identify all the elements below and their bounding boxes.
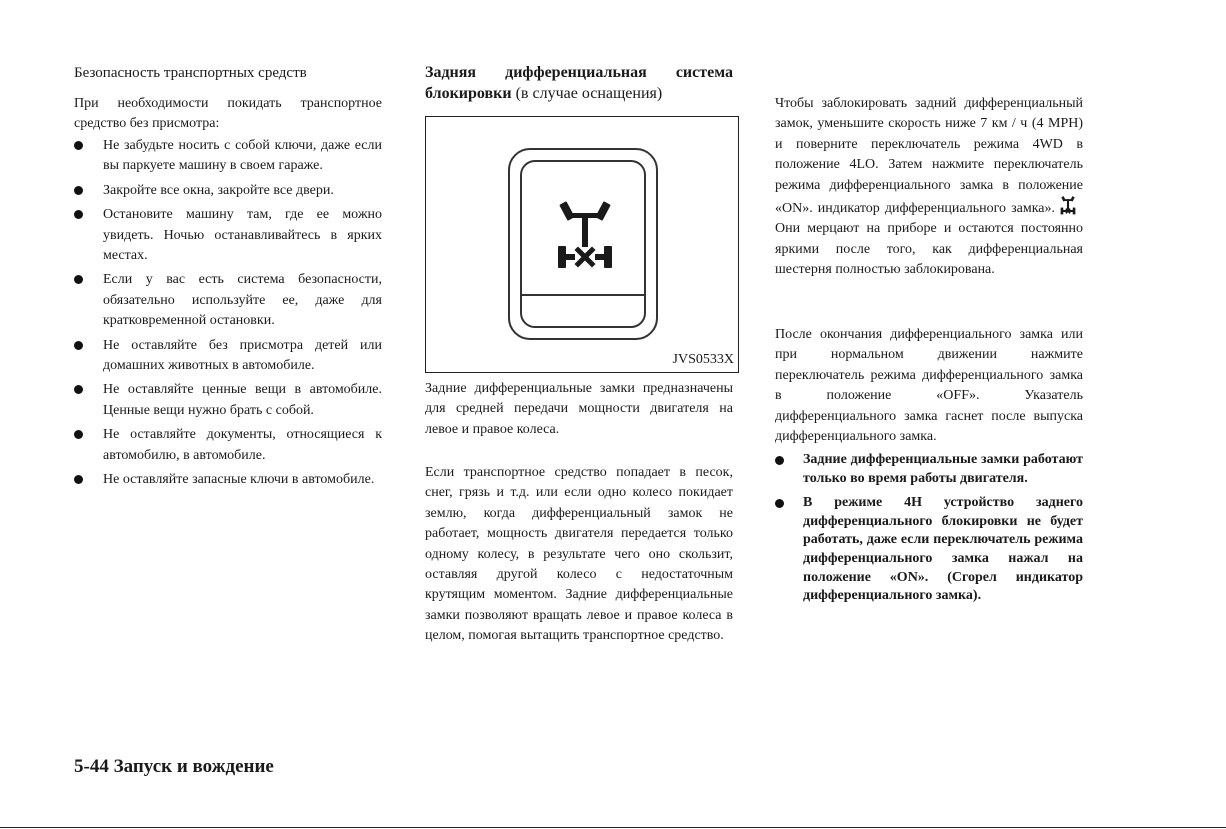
- figure-code: JVS0533X: [672, 351, 734, 367]
- list-item: Не забудьте носить с собой ключи, даже если вы паркуете машину в своем гараже.: [74, 136, 382, 177]
- bullet-icon: [74, 385, 83, 394]
- list-item: Остановите машину там, где ее можно увидеть. Ночью останавливайтесь в ярких местах.: [74, 205, 382, 266]
- bullet-icon: [74, 275, 83, 284]
- switch-divider: [522, 294, 644, 296]
- switch-figure: [425, 116, 739, 373]
- paragraph: Чтобы заблокировать задний дифференциальный замок, уменьшите скорость ниже 7 км / ч (4 MPH) и поверните переключатель режима 4WD в положение 4LO. Затем нажмите переключатель режима дифференциального замка в положение «ON». индикатор дифференциального замка».Они мерцают на приборе и остаются постоянно яркими после того, как дифференциальная шестерня полностью заблокирована.: [775, 96, 1083, 278]
- bullet-icon: [74, 475, 83, 484]
- bullet-icon: [74, 210, 83, 219]
- section-title: Безопасность транспортных средств: [74, 65, 307, 81]
- rear-differential-lock-icon: [555, 200, 615, 276]
- switch-bezel: [508, 148, 658, 340]
- switch-button: [520, 160, 646, 328]
- bullet-icon: [74, 186, 83, 195]
- paragraph: Задние дифференциальные замки предназначены для средней передачи мощности двигателя на левое и правое колеса.: [425, 381, 733, 437]
- bullet-icon: [775, 456, 784, 465]
- differential-lock-indicator-icon: [1059, 196, 1077, 216]
- list-item: Задние дифференциальные замки работают только во время работы двигателя.: [775, 451, 1083, 488]
- bullet-icon: [74, 341, 83, 350]
- intro-paragraph: При необходимости покидать транспортное средство без присмотра:: [74, 96, 382, 132]
- list-item: Не оставляйте ценные вещи в автомобиле. Ценные вещи нужно брать с собой.: [74, 380, 382, 421]
- list-item: Если у вас есть система безопасности, обязательно используйте ее, даже для кратковременной остановки.: [74, 270, 382, 331]
- list-item: Не оставляйте документы, относящиеся к автомобилю, в автомобиле.: [74, 425, 382, 466]
- bottom-rule: [0, 827, 1226, 828]
- heading-note: (в случае оснащения): [511, 84, 663, 102]
- paragraph: Если транспортное средство попадает в песок, снег, грязь и т.д. или если одно колесо покидает землю, когда дифференциальный замок не работает, мощность двигателя передается только одному колесу, в результате чего оно скользит, оставляя другой колесо с недостаточным крутящим моментом. Задние дифференциальные замки позволяют вращать левое и правое колеса в целом, помогая вытащить транспортное средство.: [425, 465, 733, 644]
- warning-bullet-list: [775, 451, 1083, 612]
- list-item: В режиме 4H устройство заднего дифференциального блокировки не будет работать, даже если переключатель режима дифференциального замка нажал на положение «ON». (Сгорел индикатор дифференциального замка).: [775, 494, 1083, 606]
- bullet-icon: [74, 430, 83, 439]
- paragraph: После окончания дифференциального замка или при нормальном движении нажмите переключатель режима дифференциального замка в положение «OFF». Указатель дифференциального замка гаснет после выпуска дифференциального замка.: [775, 327, 1083, 445]
- list-item: Закройте все окна, закройте все двери.: [74, 181, 382, 201]
- list-item: Не оставляйте без присмотра детей или домашних животных в автомобиле.: [74, 336, 382, 377]
- safety-bullet-list: [74, 136, 382, 495]
- list-item: Не оставляйте запасные ключи в автомобиле.: [74, 470, 382, 490]
- page-footer: 5-44 Запуск и вождение: [74, 756, 274, 777]
- heading-bold: Задняя дифференциальная система блокировки: [425, 64, 733, 102]
- bullet-icon: [74, 141, 83, 150]
- bullet-icon: [775, 499, 784, 508]
- section-heading: [425, 63, 733, 104]
